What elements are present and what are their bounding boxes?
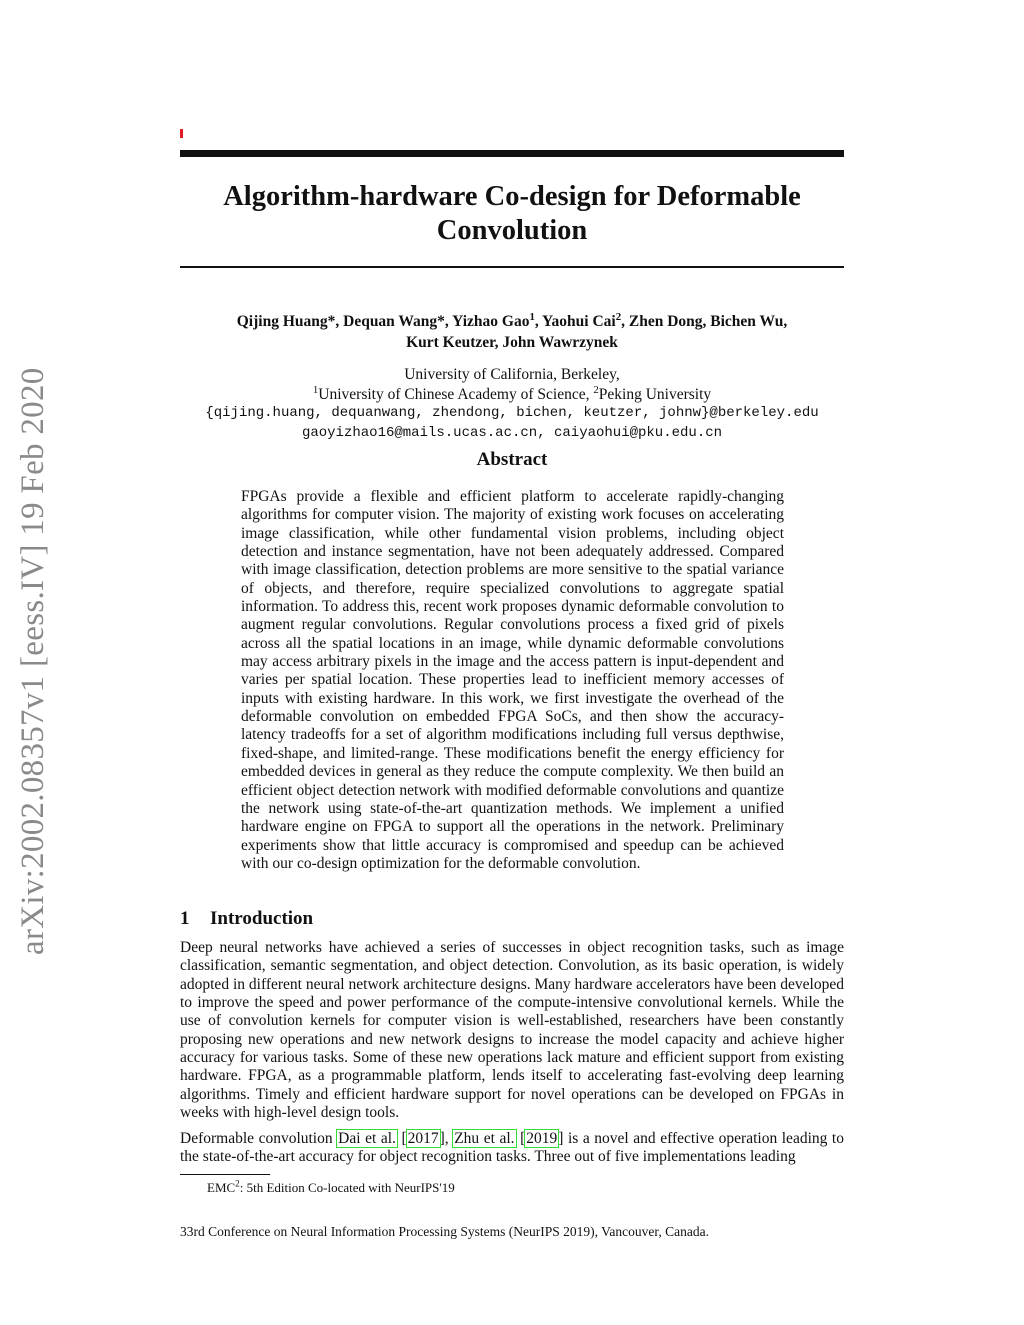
- intro-paragraph-2: Deformable convolution Dai et al. [2017], Zhu et al. [2019] is a novel and effective operation leading to the state-of-the-art accuracy for object recognition tasks. Three out of five implementations leading: [180, 1130, 844, 1166]
- citation-link-dai-name[interactable]: Dai et al.: [338, 1130, 396, 1147]
- author-line-2: Kurt Keutzer, John Wawrzynek: [406, 334, 618, 351]
- arxiv-sidebar-id: arXiv:2002.08357v1 [eess.IV] 19 Feb 2020: [15, 367, 51, 955]
- footnote: EMC$^2$: 5th Edition Co-located with NeurIPS'19: [207, 1178, 455, 1195]
- citation-link-dai-year[interactable]: 2017: [407, 1130, 439, 1147]
- author-line-1: Qijing Huang*, Dequan Wang*, Yizhao Gao$^1$, Yaohui Cai$^2$, Zhen Dong, Bichen Wu,: [236, 310, 788, 330]
- paper-title: Algorithm-hardware Co-design for Deformable Convolution: [223, 181, 801, 246]
- email-line-1: {qijing.huang, dequanwang, zhendong, bichen, keutzer, johnw}@berkeley.edu: [205, 405, 819, 421]
- conference-footer: 33rd Conference on Neural Information Processing Systems (NeurIPS 2019), Vancouver, Canada.: [180, 1224, 709, 1239]
- intro-paragraph-1: Deep neural networks have achieved a series of successes in object recognition tasks, such as image classification, semantic segmentation, and object detection. Convolution, as its basic operation, is widely adopted in different neural network architecture designs. Many hardware accelerators have been developed to improve the speed and power performance of the compute-intensive convolutional kernels. While the use of convolution kernels for computer vision is well-established, researchers have been constantly proposing new operations and new network designs to increase the model capacity and achieve higher accuracy for various tasks. Some of these new operations lack mature and efficient support from existing hardware. FPGA, as a programmable platform, lends itself to accelerating fast-evolving deep learning algorithms. Timely and efficient hardware support for novel operations can be developed on FPGAs in weeks with high-level design tools.: [180, 939, 844, 1122]
- abstract-heading: Abstract: [476, 449, 548, 470]
- title-top-rule: [180, 150, 844, 157]
- section-number: 1: [180, 908, 190, 929]
- affiliation-berkeley: University of California, Berkeley,: [404, 366, 620, 383]
- citation-link-zhu-year[interactable]: 2019: [526, 1130, 558, 1147]
- red-marker: [180, 129, 183, 138]
- section-heading-introduction: [180, 908, 844, 930]
- section-title: Introduction: [210, 908, 314, 929]
- title-bottom-rule: [180, 266, 844, 268]
- author-list: [180, 311, 844, 353]
- footnote-rule: [180, 1174, 270, 1175]
- affiliation-other: $^1$University of Chinese Academy of Science, $^2$Peking University: [312, 383, 712, 403]
- abstract-text: FPGAs provide a flexible and efficient platform to accelerate rapidly-changing algorithms for computer vision. The majority of existing work focuses on accelerating image classification, while other fundamental vision problems, including object detection and instance segmentation, have not been adequately addressed. Compared with image classification, detection problems are more sensitive to the spatial variance of objects, and therefore, require specialized convolutions to aggregate spatial information. To address this, recent work proposes dynamic deformable convolution to augment regular convolutions. Regular convolutions process a fixed grid of pixels across all the spatial locations in an image, while dynamic deformable convolutions may access arbitrary pixels in the image and the access pattern is input-dependent and varies per spatial location. These properties lead to inefficient memory accesses of inputs with existing hardware. In this work, we first investigate the overhead of the deformable convolution on embedded FPGA SoCs, and then show the accuracy-latency tradeoffs for a set of algorithm modifications including full versus depthwise, fixed-shape, and limited-range. These modifications benefit the energy efficiency for embedded devices in general as they reduce the compute complexity. We then build an efficient object detection network with modified deformable convolutions and quantize the network using state-of-the-art quantization methods. We implement a unified hardware engine on FPGA to support all the operations in the network. Preliminary experiments show that little accuracy is compromised and speedup can be achieved with our co-design optimization for the deformable convolution.: [241, 488, 784, 872]
- email-line-2: gaoyizhao16@mails.ucas.ac.cn, caiyaohui@pku.edu.cn: [301, 424, 723, 441]
- affiliations: [180, 365, 844, 443]
- citation-link-zhu-name[interactable]: Zhu et al.: [454, 1130, 515, 1147]
